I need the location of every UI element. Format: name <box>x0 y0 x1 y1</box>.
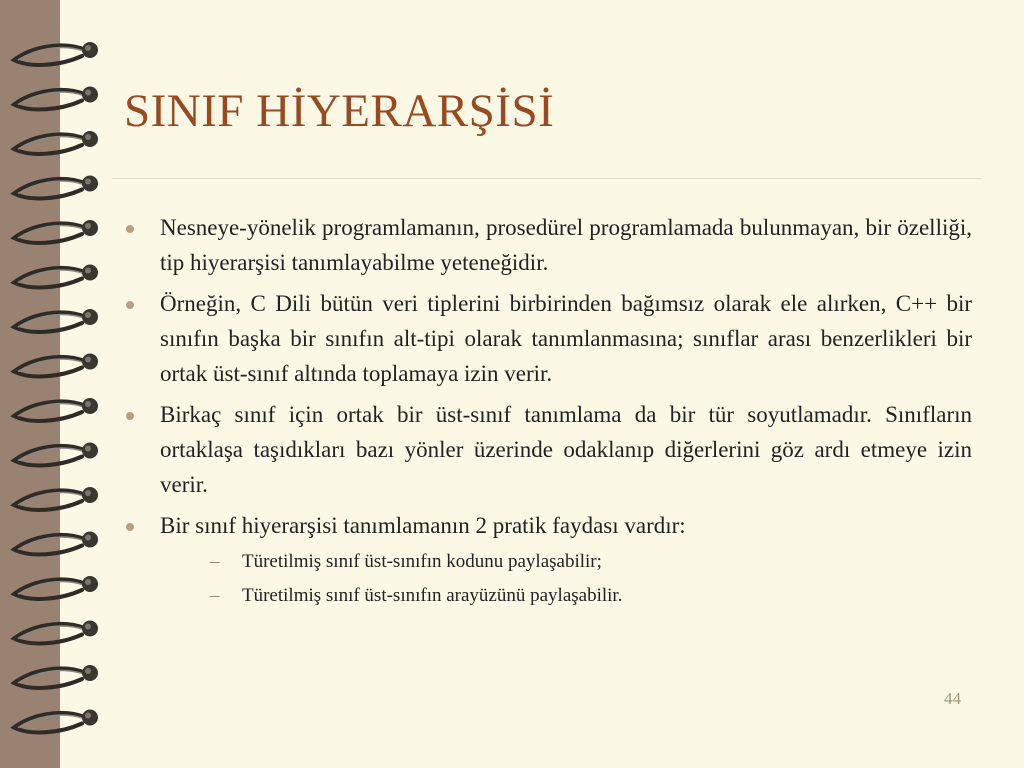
bullet-icon <box>126 523 134 531</box>
spiral-ring-icon <box>14 576 98 599</box>
bullet-item <box>124 286 972 391</box>
spiral-ring-icon <box>14 398 98 421</box>
spiral-ring-icon <box>14 87 98 110</box>
bullet-icon <box>126 225 134 233</box>
spiral-ring-icon <box>14 176 98 199</box>
bullet-list <box>124 210 972 617</box>
bullet-item <box>124 397 972 502</box>
sub-bullet-item <box>160 581 972 611</box>
sub-bullet-text: Türetilmiş sınıf üst-sınıfın arayüzünü paylaşabilir. <box>242 585 623 606</box>
spiral-ring-icon <box>14 220 98 243</box>
dash-icon: – <box>210 551 220 572</box>
spiral-ring-icon <box>14 309 98 332</box>
sub-bullet-text: Türetilmiş sınıf üst-sınıfın kodunu paylaşabilir; <box>242 551 602 572</box>
spiral-ring-icon <box>14 532 98 555</box>
spiral-ring-icon <box>14 710 98 733</box>
bullet-text: Örneğin, C Dili bütün veri tiplerini birbirinden bağımsız olarak ele alırken, C++ bir sınıfın başka bir sınıfın alt-tipi olarak tanımlanmasına; sınıflar arası benzerlikleri bir ortak üst-sınıf altında toplamaya izin verir. <box>160 291 972 386</box>
spiral-ring-icon <box>14 621 98 644</box>
spiral-ring-icon <box>14 354 98 377</box>
bullet-icon <box>126 301 134 309</box>
sub-bullet-item <box>160 547 972 577</box>
bullet-text: Nesneye-yönelik programlamanın, prosedürel programlamada bulunmayan, bir özelliği, tip hiyerarşisi tanımlayabilme yeteneğidir. <box>160 215 972 275</box>
title-divider <box>112 178 982 179</box>
bullet-icon <box>126 412 134 420</box>
slide-title: SINIF HİYERARŞİSİ <box>124 85 555 137</box>
bullet-text: Bir sınıf hiyerarşisi tanımlamanın 2 pratik faydası vardır: <box>160 513 686 538</box>
spiral-ring-icon <box>14 443 98 466</box>
page-number: 44 <box>944 689 961 708</box>
dash-icon: – <box>210 585 220 606</box>
spiral-ring-icon <box>14 487 98 510</box>
spiral-ring-icon <box>14 265 98 288</box>
spiral-ring-icon <box>14 665 98 688</box>
bullet-text: Birkaç sınıf için ortak bir üst-sınıf tanımlama da bir tür soyutlamadır. Sınıfların ortaklaşa taşıdıkları bazı yönler üzerinde odaklanıp diğerlerini göz ardı etmeye izin verir. <box>160 402 972 497</box>
bullet-item <box>124 210 972 280</box>
spiral-ring-icon <box>14 131 98 154</box>
bullet-item <box>124 508 972 611</box>
spiral-ring-icon <box>14 42 98 65</box>
notebook-spiral-icon <box>0 0 120 768</box>
